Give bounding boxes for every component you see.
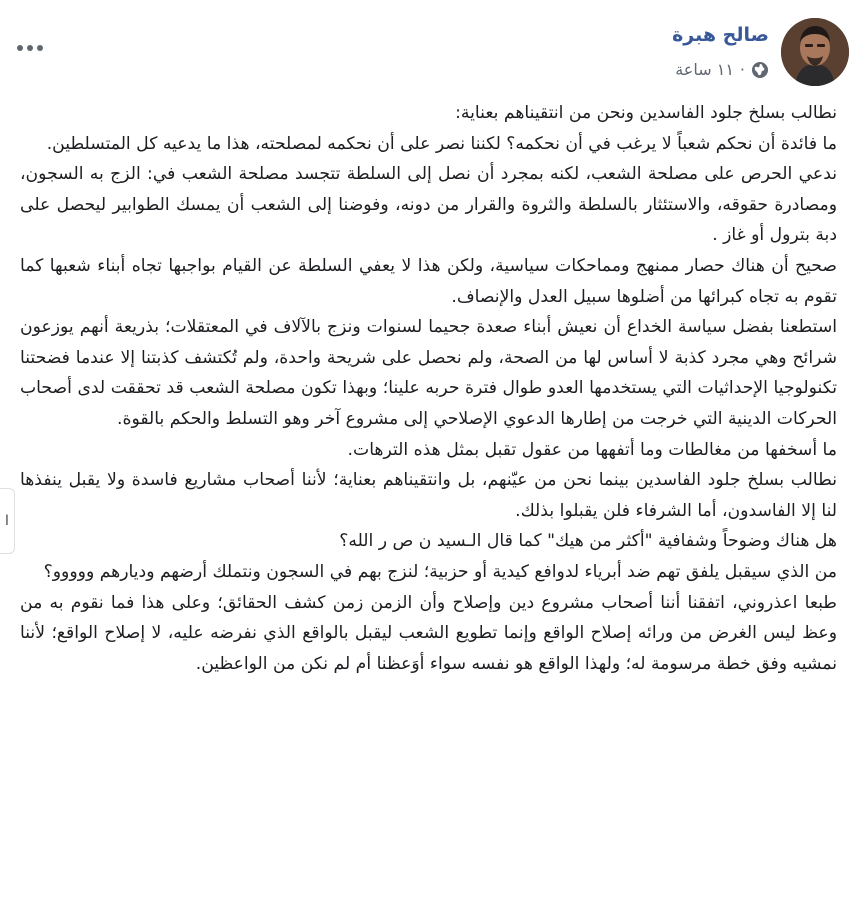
more-options-icon bbox=[17, 45, 23, 51]
author-avatar[interactable] bbox=[781, 18, 849, 86]
paragraph: ندعي الحرص على مصلحة الشعب، لكنه بمجرد أن نصل إلى السلطة تتجسد مصلحة الشعب في: الزج به السجون، ومصادرة حقوقه، والاستئثار بالسلطة والثروة والقرار من دونه، وفوضنا إلى الشعب أن يمسك الطوابير ليحصل على دبة بترول أو غاز . bbox=[20, 164, 837, 246]
paragraph: ما أسخفها من مغالطات وما أتفهها من عقول تقبل بمثل هذه الترهات. bbox=[347, 439, 837, 460]
paragraph: صحيح أن هناك حصار ممنهج ومماحكات سياسية، ولكن هذا لا يعفي السلطة عن القيام بواجبها تجاه أبناء شعبها كما تقوم به تجاه كبرائها من أضلوها سبيل العدل والإنصاف. bbox=[20, 255, 837, 307]
paragraph: هل هناك وضوحاً وشفافية "أكثر من هيك" كما قال الـسيد ن ص ر الله؟ bbox=[339, 531, 837, 552]
paragraph: ما فائدة أن نحكم شعباً لا يرغب في أن نحكمه؟ لكننا نصر على أن نحكمه لمصلحته، هذا ما يدعيه كل المتسلطين. bbox=[46, 133, 837, 154]
post-time[interactable]: ١١ ساعة bbox=[675, 60, 734, 79]
more-options-icon bbox=[27, 45, 33, 51]
author-name[interactable]: صالح هبرة bbox=[672, 24, 769, 46]
paragraph: طبعا اعذروني، اتفقنا أننا أصحاب مشروع دين وإصلاح وأن الزمن زمن كشف الحقائق؛ وعلى هذا فما نقوم به من وعظ ليس الغرض من ورائه إصلاح الواقع وإنما تطويع الشعب ليقبل بالواقع الذي نفرضه عليه، لا إصلاح الواقع؛ لأننا نمشيه وفق خطة مرسومة له؛ ولهذا الواقع هو نفسه سواء أوَعظنا أم لم نكن من الواعظين. bbox=[20, 592, 837, 674]
side-panel-tab[interactable] bbox=[0, 488, 15, 554]
paragraph: من الذي سيقبل يلفق تهم ضد أبرياء لدوافع كيدية أو حزبية؛ لنزج بهم في السجون ونتملك أرضهم وديارهم ووووو؟ bbox=[43, 561, 837, 582]
post-header bbox=[0, 18, 857, 88]
post-meta bbox=[675, 60, 769, 79]
more-options-icon bbox=[37, 45, 43, 51]
paragraph: نطالب بسلخ جلود الفاسدين ونحن من انتقيناهم بعناية: bbox=[455, 103, 837, 123]
more-options-button[interactable] bbox=[14, 38, 46, 58]
paragraph: نطالب بسلخ جلود الفاسدين بينما نحن من عيّنهم، بل وانتقيناهم بعناية؛ لأننا أصحاب مشاريع فاسدة ولا يقبل ينفذها لنا إلا الفاسدون، أما الشرفاء فلن يقبلوا بذلك. bbox=[20, 470, 837, 521]
post-body bbox=[20, 98, 837, 679]
globe-icon[interactable] bbox=[751, 61, 769, 79]
side-tab-label: ا bbox=[5, 513, 9, 529]
avatar-portrait-icon bbox=[781, 18, 849, 86]
paragraph: استطعنا بفضل سياسة الخداع أن نعيش أبناء صعدة جحيما لسنوات ونزج بالآلاف في المعتقلات؛ بذريعة أنهم يوزعون شرائح وهي مجرد كذبة لا أساس لها من الصحة، ولم نحصل على شريحة واحدة، ولم تُكتشف كذبتنا إلا عندما فضحتنا تكنولوجيا الإحداثيات التي يستخدمها العدو طوال فترة حربه علينا؛ وبهذا تكون مصلحة الشعب قد تحققت لدى أصحاب الحركات الدينية التي خرجت من إطارها الدعوي الإصلاحي إلى مشروع آخر وهو التسلط والحكم بالقوة. bbox=[20, 317, 837, 429]
meta-separator: · bbox=[739, 60, 745, 79]
